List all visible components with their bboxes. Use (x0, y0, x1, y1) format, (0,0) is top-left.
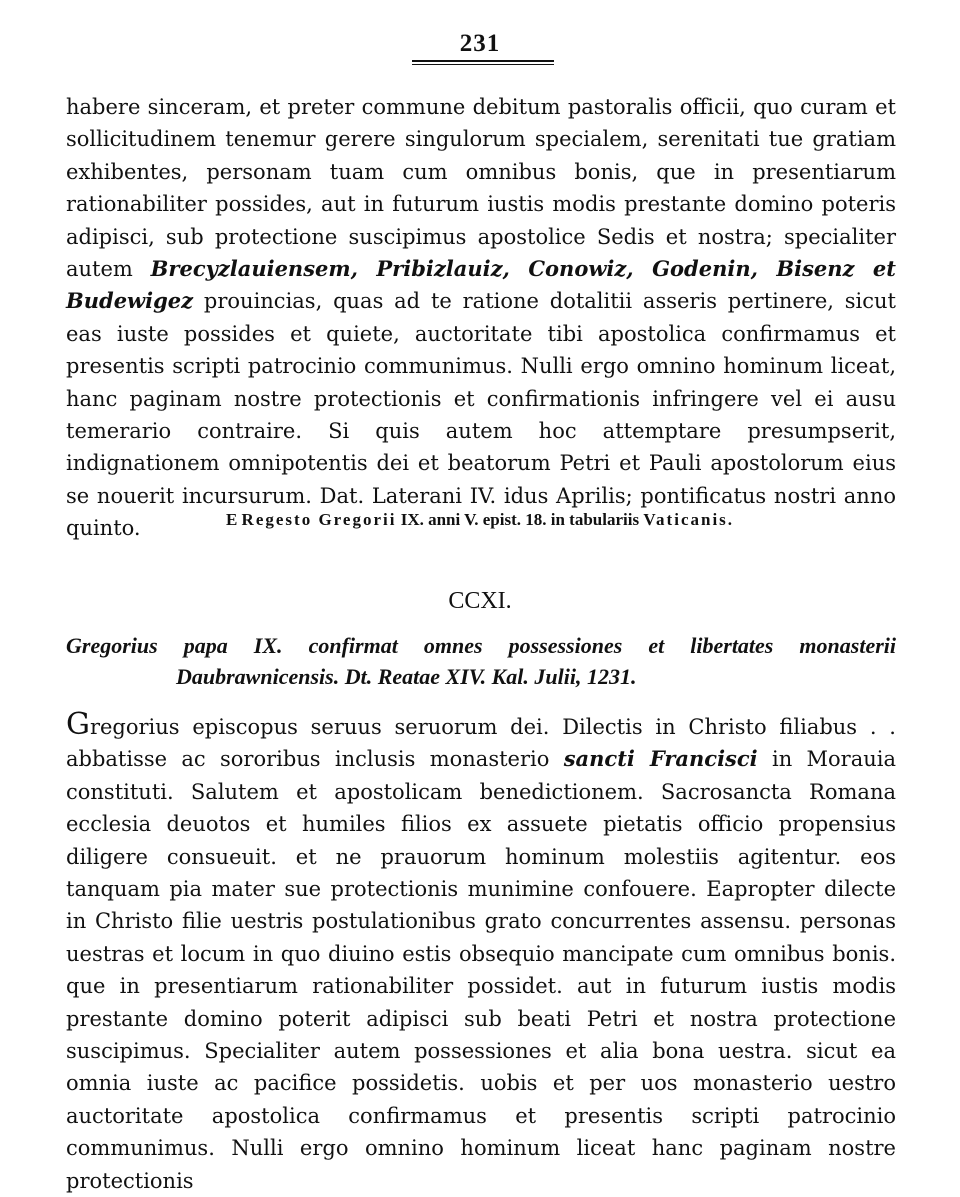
document-number: CCXI. (448, 588, 512, 614)
initial-letter: G (66, 707, 90, 742)
place-names: Brecyzlauiensem, Pribizlauiz, Conowiz, Godenin, Bisenz et Budewigez (66, 256, 896, 314)
page-number: 231 (459, 30, 501, 57)
regest-line-2: Daubrawnicensis. Dt. Reatae XIV. Kal. Julii, 1231. (176, 664, 637, 689)
saint-name: sancti Francisci (563, 746, 758, 772)
paragraph-text: in Morauia constituti. Salutem et apostolicam benedictionem. Sacrosancta Romana ecclesia deuotos et humiles filios ex assuete pietatis officio propensius diligere consueuit. et ne prauorum hominum molestiis agitentur. eos tanquam pia mater sue protectionis munimine confouere. Eapropter dilecte in Christo filie uestris postulationibus grato concurrentes assensu. personas uestras et locum in quo diuino estis obsequio mancipate cum omnibus bonis. que in presentiarum rationabiliter possidet. aut in futurum iustis modis prestante domino poterit adipisci sub beati Petri et nostra protectione suscipimus. Specialiter autem possessiones et alia bona uestra. sicut ea omnia iuste ac pacifice possidetis. uobis et per uos monasterio uestro auctoritate apostolica confirmamus et presentis scripti patrocinio communimus. Nulli ergo omnino hominum liceat hanc paginam nostre protectionis (66, 747, 896, 1193)
document-body (66, 709, 896, 1197)
paragraph-text: habere sinceram, et preter commune debitum pastoralis officii, quo curam et sollicitudinem tenemur gerere singulorum specialem, serenitati tue gratiam exhibentes, personam tuam cum omnibus bonis, que in presentiarum rationabiliter possides, aut in futurum iustis modis prestante domino poteris adipisci, sub protectione suscipimus apostolice Sedis et nostra; specialiter autem (66, 95, 896, 282)
paragraph-text: prouincias, quas ad te ratione dotalitii asseris pertinere, sicut eas iuste possides et quiete, auctoritate tibi apostolica confirmamus et presentis scripti patrocinio communimus. Nulli ergo omnino hominum liceat, hanc paginam nostre protectionis et confirmationis infringere vel ei ausu temerario contraire. Si quis autem hoc attemptare presumpserit, indignationem omnipotentis dei et beatorum Petri et Pauli apostolorum eius se nouerit incursurum. Dat. Laterani IV. idus Aprilis; pontificatus nostri anno quinto. (66, 289, 896, 541)
source-regesto: Regesto Gregorii (241, 510, 397, 529)
regest-line-1: Gregorius papa IX. confirmat omnes possessiones et libertates monasterii (66, 633, 896, 658)
paragraph-continued (66, 91, 896, 545)
paragraph-text: regorius episcopus seruus seruorum dei. Dilectis in Christo filiabus . . abbatisse ac sororibus inclusis monasterio (66, 715, 896, 772)
source-citation: E Regesto Gregorii IX. anni V. epist. 18. in tabulariis Vaticanis. (225, 510, 735, 529)
source-vaticanis: Vaticanis. (643, 510, 735, 529)
document-regest (66, 630, 896, 692)
header-rule (412, 60, 554, 65)
